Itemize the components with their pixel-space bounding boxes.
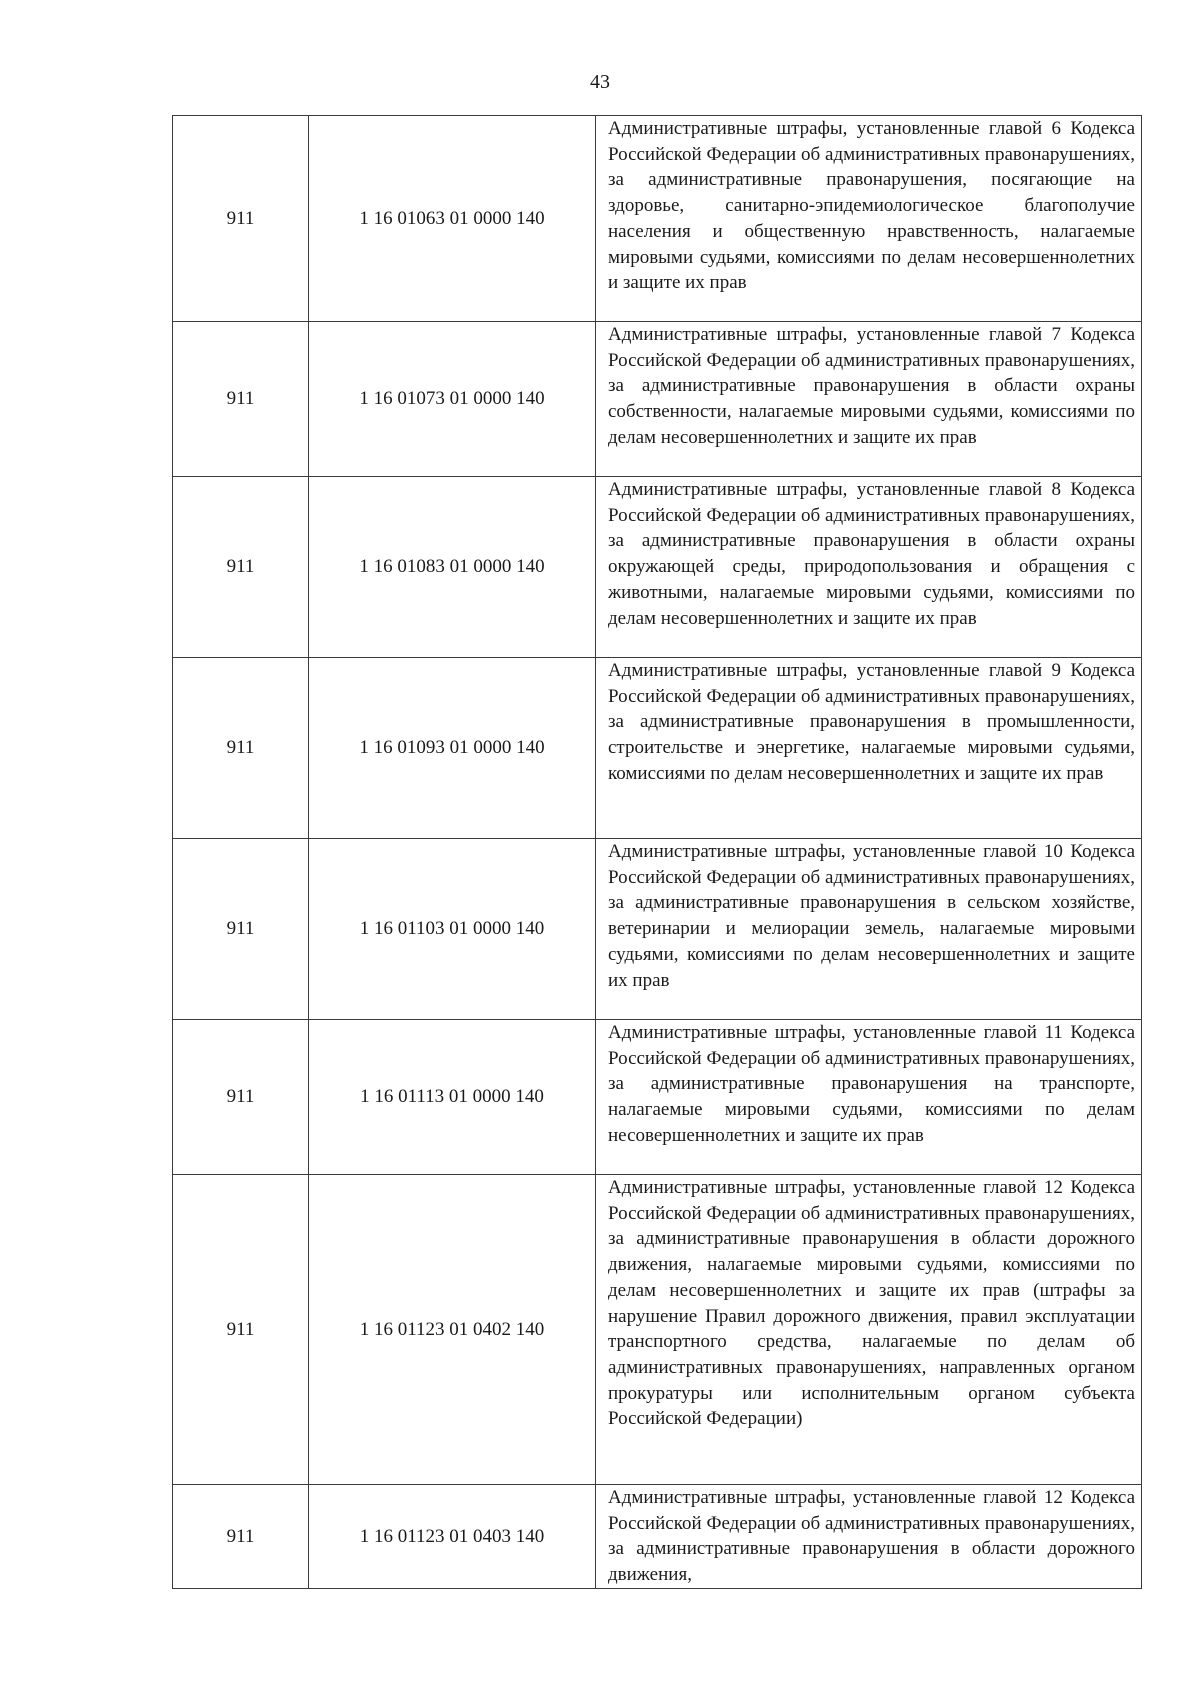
table-row: [173, 1175, 1142, 1485]
table-row: [173, 322, 1142, 477]
admin-code-cell: 911: [173, 477, 309, 658]
admin-code-cell: 911: [173, 322, 309, 477]
page-number: 43: [590, 71, 610, 93]
admin-code-cell: 911: [173, 658, 309, 839]
description-cell: Административные штрафы, установленные главой 9 Кодекса Российской Федерации об административных правонарушениях, за административные правонарушения в промышленности, строительстве и энергетике, налагаемые мировыми судьями, комиссиями по делам несовершеннолетних и защите их прав: [596, 658, 1142, 839]
kbk-code-cell: 1 16 01123 01 0402 140: [309, 1175, 596, 1485]
description-cell: Административные штрафы, установленные главой 7 Кодекса Российской Федерации об административных правонарушениях, за административные правонарушения в области охраны собственности, налагаемые мировыми судьями, комиссиями по делам несовершеннолетних и защите их прав: [596, 322, 1142, 477]
description-cell: Административные штрафы, установленные главой 11 Кодекса Российской Федерации об административных правонарушениях, за административные правонарушения на транспорте, налагаемые мировыми судьями, комиссиями по делам несовершеннолетних и защите их прав: [596, 1020, 1142, 1175]
admin-code-cell: 911: [173, 1020, 309, 1175]
revenue-codes-table: [172, 115, 1142, 1589]
admin-code-cell: 911: [173, 1175, 309, 1485]
description-cell: Административные штрафы, установленные главой 6 Кодекса Российской Федерации об административных правонарушениях, за административные правонарушения, посягающие на здоровье, санитарно-эпидемиологическое благополучие населения и общественную нравственность, налагаемые мировыми судьями, комиссиями по делам несовершеннолетних и защите их прав: [596, 116, 1142, 322]
description-cell: Административные штрафы, установленные главой 10 Кодекса Российской Федерации об административных правонарушениях, за административные правонарушения в сельском хозяйстве, ветеринарии и мелиорации земель, налагаемые мировыми судьями, комиссиями по делам несовершеннолетних и защите их прав: [596, 839, 1142, 1020]
table-row: [173, 1485, 1142, 1589]
table-row: [173, 839, 1142, 1020]
kbk-code-cell: 1 16 01073 01 0000 140: [309, 322, 596, 477]
kbk-code-cell: 1 16 01113 01 0000 140: [309, 1020, 596, 1175]
description-cell: Административные штрафы, установленные главой 8 Кодекса Российской Федерации об административных правонарушениях, за административные правонарушения в области охраны окружающей среды, природопользования и обращения с животными, налагаемые мировыми судьями, комиссиями по делам несовершеннолетних и защите их прав: [596, 477, 1142, 658]
kbk-code-cell: 1 16 01093 01 0000 140: [309, 658, 596, 839]
table-row: [173, 477, 1142, 658]
table-row: [173, 658, 1142, 839]
kbk-code-cell: 1 16 01083 01 0000 140: [309, 477, 596, 658]
admin-code-cell: 911: [173, 1485, 309, 1589]
table-row: [173, 116, 1142, 322]
admin-code-cell: 911: [173, 839, 309, 1020]
admin-code-cell: 911: [173, 116, 309, 322]
kbk-code-cell: 1 16 01123 01 0403 140: [309, 1485, 596, 1589]
kbk-code-cell: 1 16 01103 01 0000 140: [309, 839, 596, 1020]
description-cell: Административные штрафы, установленные главой 12 Кодекса Российской Федерации об административных правонарушениях, за административные правонарушения в области дорожного движения,: [596, 1485, 1142, 1589]
table-row: [173, 1020, 1142, 1175]
description-cell: Административные штрафы, установленные главой 12 Кодекса Российской Федерации об административных правонарушениях, за административные правонарушения в области дорожного движения, налагаемые мировыми судьями, комиссиями по делам несовершеннолетних и защите их прав (штрафы за нарушение Правил дорожного движения, правил эксплуатации транспортного средства, налагаемые по делам об административных правонарушениях, направленных органом прокуратуры или исполнительным органом субъекта Российской Федерации): [596, 1175, 1142, 1485]
kbk-code-cell: 1 16 01063 01 0000 140: [309, 116, 596, 322]
